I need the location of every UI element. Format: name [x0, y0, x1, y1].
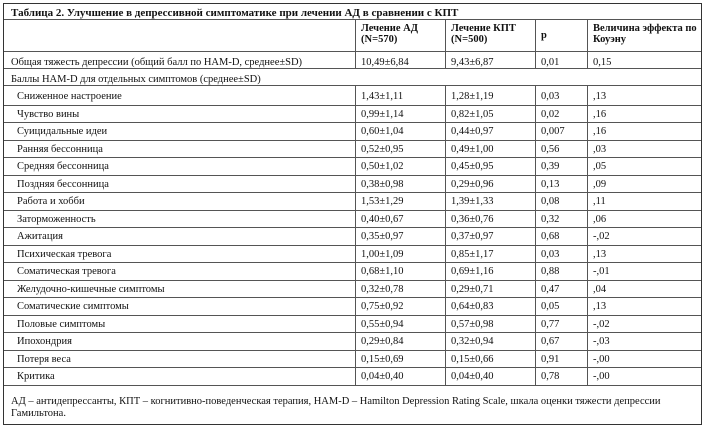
row-kpt: 0,45±0,95: [451, 161, 494, 172]
row-p: 0,68: [541, 231, 560, 242]
row-p: 0,56: [541, 143, 560, 155]
row-divider: [4, 140, 701, 141]
row-effect: ,13: [593, 301, 607, 312]
row-divider: [4, 105, 701, 106]
row-kpt: 0,57±0,98: [451, 318, 494, 330]
row-ad: 0,38±0,98: [361, 178, 404, 190]
row-ad: 1,53±1,29: [361, 196, 404, 207]
row-p: 0,91: [541, 353, 560, 365]
row-p: 0,007: [541, 126, 565, 137]
header-kpt: Лечение КПТ (N=500): [451, 23, 516, 45]
row-label: Суицидальные идеи: [17, 126, 108, 137]
row-label: Критика: [17, 371, 55, 382]
row-ad: 0,29±0,84: [361, 336, 404, 347]
row-divider: [4, 367, 701, 368]
row-p: 0,13: [541, 178, 560, 190]
row-label: Психическая тревога: [17, 248, 112, 260]
row-divider: [4, 350, 701, 351]
section-label: Баллы HAM-D для отдельных симптомов (среднее±SD): [11, 74, 261, 85]
row-divider: [4, 245, 701, 246]
row-p: 0,67: [541, 336, 560, 347]
row-ad: 0,55±0,94: [361, 318, 404, 330]
row-p: 0,05: [541, 301, 560, 312]
row-effect: -,00: [593, 371, 610, 382]
row-label: Желудочно-кишечные симптомы: [17, 283, 165, 295]
overall-p: 0,01: [541, 57, 560, 68]
row-ad: 0,99±1,14: [361, 108, 404, 120]
row-ad: 0,68±1,10: [361, 266, 404, 277]
row-divider: [4, 315, 701, 316]
row-p: 0,39: [541, 161, 560, 172]
row-ad: 0,40±0,67: [361, 213, 404, 225]
row-kpt: 0,82±1,05: [451, 108, 494, 120]
overall-effect: 0,15: [593, 57, 612, 68]
row-ad: 1,00±1,09: [361, 248, 404, 260]
row-ad: 0,50±1,02: [361, 161, 404, 172]
row-divider: [4, 227, 701, 228]
row-kpt: 0,69±1,16: [451, 266, 494, 277]
row-divider: [4, 262, 701, 263]
row-ad: 1,43±1,11: [361, 91, 404, 102]
row-kpt: 1,28±1,19: [451, 91, 494, 102]
row-p: 0,88: [541, 266, 560, 277]
row-kpt: 0,29±0,96: [451, 178, 494, 190]
row-kpt: 0,64±0,83: [451, 301, 494, 312]
row-effect: -,00: [593, 353, 610, 365]
row-kpt: 0,32±0,94: [451, 336, 494, 347]
column-divider: [355, 85, 356, 385]
row-label: Заторможенность: [17, 213, 96, 225]
row-divider: [4, 210, 701, 211]
row-kpt: 0,36±0,76: [451, 213, 494, 225]
row-label: Ипохондрия: [17, 336, 72, 347]
row-ad: 0,60±1,04: [361, 126, 404, 137]
row-kpt: 0,44±0,97: [451, 126, 494, 137]
row-kpt: 0,49±1,00: [451, 143, 494, 155]
row-label: Потеря веса: [17, 353, 71, 365]
row-label: Ажитация: [17, 231, 63, 242]
row-effect: -,01: [593, 266, 610, 277]
column-divider: [355, 19, 356, 68]
row-effect: ,03: [593, 143, 607, 155]
row-p: 0,03: [541, 91, 560, 102]
row-divider: [4, 68, 701, 69]
row-kpt: 0,04±0,40: [451, 371, 494, 382]
row-divider: [4, 175, 701, 176]
column-divider: [535, 19, 536, 68]
row-divider: [4, 385, 701, 386]
row-effect: ,06: [593, 213, 607, 225]
row-p: 0,78: [541, 371, 560, 382]
row-ad: 0,32±0,78: [361, 283, 404, 295]
row-divider: [4, 51, 701, 52]
column-divider: [587, 19, 588, 68]
row-p: 0,77: [541, 318, 560, 330]
row-ad: 0,52±0,95: [361, 143, 404, 155]
row-effect: -,03: [593, 336, 610, 347]
row-ad: 0,15±0,69: [361, 353, 404, 365]
header-ad: Лечение АД (N=570): [361, 23, 418, 45]
table-caption: Таблица 2. Улучшение в депрессивной симптоматике при лечении АД в сравнении с КПТ: [11, 7, 459, 19]
row-divider: [4, 122, 701, 123]
row-kpt: 0,29±0,71: [451, 283, 494, 295]
overall-label: Общая тяжесть депрессии (общий балл по HAM-D, среднее±SD): [11, 57, 303, 68]
row-label: Поздняя бессонница: [17, 178, 109, 190]
row-effect: ,04: [593, 283, 607, 295]
row-effect: ,13: [593, 91, 607, 102]
row-label: Соматическая тревога: [17, 266, 116, 277]
row-effect: ,09: [593, 178, 607, 190]
row-p: 0,03: [541, 248, 560, 260]
row-ad: 0,75±0,92: [361, 301, 404, 312]
row-label: Соматические симптомы: [17, 301, 129, 312]
overall-ad: 10,49±6,84: [361, 57, 409, 68]
row-label: Половые симптомы: [17, 318, 106, 330]
row-divider: [4, 280, 701, 281]
column-divider: [445, 85, 446, 385]
row-label: Ранняя бессонница: [17, 143, 103, 155]
overall-kpt: 9,43±6,87: [451, 57, 494, 68]
row-p: 0,32: [541, 213, 560, 225]
row-divider: [4, 297, 701, 298]
row-label: Чувство вины: [17, 108, 80, 120]
header-p: p: [541, 30, 547, 41]
row-ad: 0,35±0,97: [361, 231, 404, 242]
row-effect: ,05: [593, 161, 607, 172]
header-effect: Величина эффекта по Коуэну: [593, 23, 697, 45]
row-p: 0,08: [541, 196, 560, 207]
row-divider: [4, 19, 701, 20]
row-kpt: 0,85±1,17: [451, 248, 494, 260]
row-effect: ,11: [593, 196, 606, 207]
row-divider: [4, 157, 701, 158]
row-kpt: 0,37±0,97: [451, 231, 494, 242]
row-effect: ,16: [593, 126, 607, 137]
row-p: 0,47: [541, 283, 560, 295]
column-divider: [445, 19, 446, 68]
row-effect: ,13: [593, 248, 607, 260]
row-effect: -,02: [593, 231, 610, 242]
row-label: Средняя бессонница: [17, 161, 109, 172]
row-kpt: 1,39±1,33: [451, 196, 494, 207]
row-ad: 0,04±0,40: [361, 371, 404, 382]
row-effect: ,16: [593, 108, 607, 120]
row-divider: [4, 85, 701, 86]
row-effect: -,02: [593, 318, 610, 330]
row-divider: [4, 332, 701, 333]
row-divider: [4, 192, 701, 193]
row-kpt: 0,15±0,66: [451, 353, 494, 365]
row-label: Сниженное настроение: [17, 91, 122, 102]
footnote: АД – антидепрессанты, КПТ – когнитивно-поведенческая терапия, HAM-D – Hamilton Depression Rating Scale, шкала оценки тяжести депрессии Гамильтона.: [11, 396, 661, 419]
row-label: Работа и хобби: [17, 196, 85, 207]
column-divider: [535, 85, 536, 385]
table-frame: [3, 3, 702, 425]
row-p: 0,02: [541, 108, 560, 120]
column-divider: [587, 85, 588, 385]
